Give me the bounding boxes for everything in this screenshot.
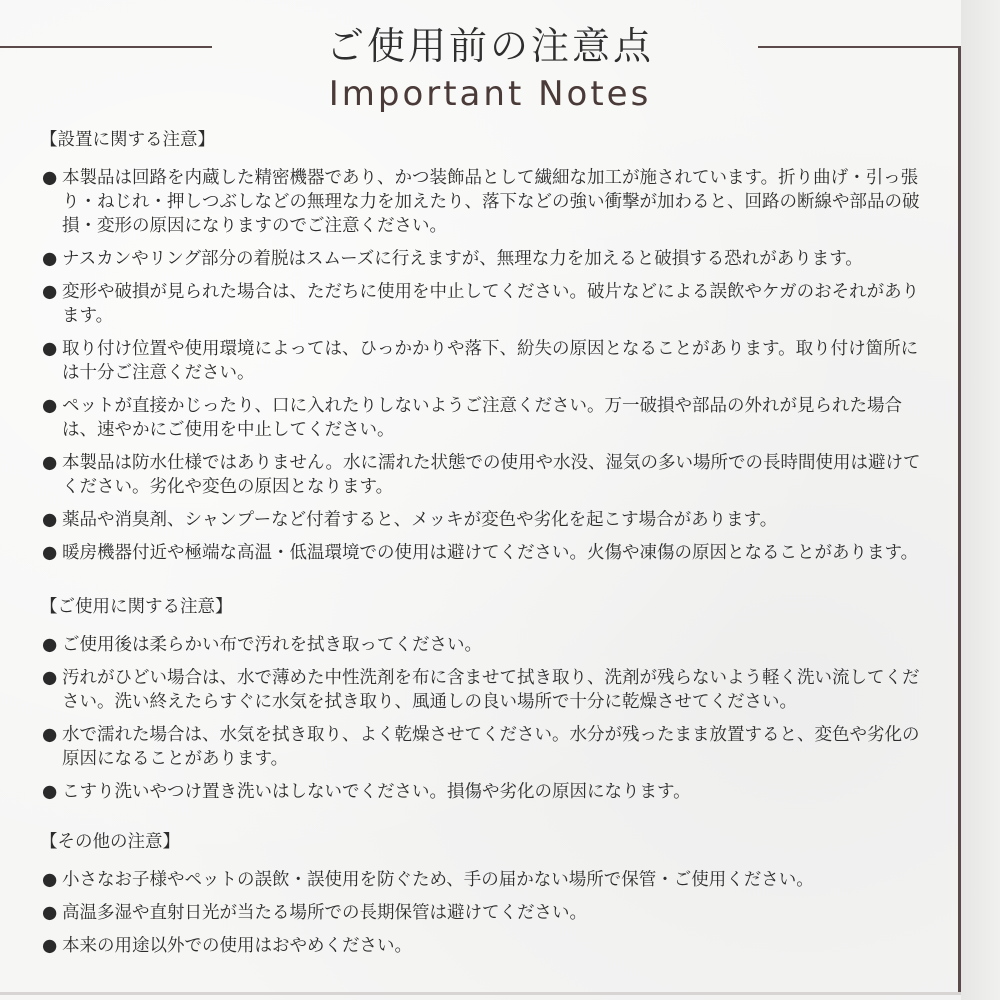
list-item [42,541,932,565]
list-item [42,451,932,499]
bullet-icon: ● [42,903,58,923]
list-item [42,633,932,657]
right-border-line [958,46,961,994]
notes-list [42,633,932,804]
section-other [42,830,932,958]
notes-content [42,128,932,984]
list-item [42,394,932,442]
list-item [42,868,932,892]
section-heading: 【ご使用に関する注意】 [40,597,233,617]
list-item [42,337,932,385]
bullet-icon: ● [42,782,58,802]
list-item [42,901,932,925]
list-item [42,666,932,714]
list-item [42,780,932,804]
list-item [42,166,932,238]
bullet-icon: ● [42,339,58,359]
bullet-icon: ● [42,668,58,688]
list-item-text: 本製品は防水仕様ではありません。水に濡れた状態での使用や水没、湿気の多い場所での長時間使用は避けてください。劣化や変色の原因となります。 [62,453,921,497]
list-item [42,280,932,328]
bullet-icon: ● [42,725,58,745]
section-installation [42,128,932,565]
right-margin-strip [961,0,1000,1000]
list-item-text: 本製品は回路を内蔵した精密機器であり、かつ装飾品として繊細な加工が施されています。折り曲げ・引っ張り・ねじれ・押しつぶしなどの無理な力を加えたり、落下などの強い衝撃が加わると、回路の断線や部品の破損・変形の原因になりますのでご注意ください。 [62,168,920,236]
bullet-icon: ● [42,282,58,302]
list-item-text: ペットが直接かじったり、口に入れたりしないようご注意ください。万一破損や部品の外れが見られた場合は、速やかにご使用を中止してください。 [62,396,902,440]
list-item-text: 変形や破損が見られた場合は、ただちに使用を中止してください。破片などによる誤飲やケガのおそれがあります。 [62,282,920,326]
list-item-text: 水で濡れた場合は、水気を拭き取り、よく乾燥させてください。水分が残ったまま放置すると、変色や劣化の原因になることがあります。 [62,725,920,769]
list-item-text: 高温多湿や直射日光が当たる場所での長期保管は避けてください。 [62,903,587,923]
list-item-text: 汚れがひどい場合は、水で薄めた中性洗剤を布に含ませて拭き取り、洗剤が残らないよう軽く洗い流してください。洗い終えたらすぐに水気を拭き取り、風通しの良い場所で十分に乾燥させてください。 [62,668,920,712]
list-item [42,247,932,271]
section-usage [42,595,932,804]
bullet-icon: ● [42,936,58,956]
list-item-text: 薬品や消臭剤、シャンプーなど付着すると、メッキが変色や劣化を起こす場合があります。 [62,510,778,530]
header-rule-right [758,46,961,48]
header-rule-left [0,46,212,48]
bullet-icon: ● [42,249,58,269]
list-item-text: こすり洗いやつけ置き洗いはしないでください。損傷や劣化の原因になります。 [62,782,691,802]
page-subtitle: Important Notes [328,74,652,114]
notes-list [42,166,932,565]
bullet-icon: ● [42,510,58,530]
page-title: ご使用前の注意点 [325,24,654,68]
list-item [42,934,932,958]
bullet-icon: ● [42,453,58,473]
list-item-text: ナスカンやリング部分の着脱はスムーズに行えますが、無理な力を加えると破損する恐れがあります。 [62,249,863,269]
bullet-icon: ● [42,543,58,563]
list-item-text: ご使用後は柔らかい布で汚れを拭き取ってください。 [62,635,482,655]
bullet-icon: ● [42,870,58,890]
section-heading: 【設置に関する注意】 [40,130,215,150]
list-item-text: 取り付け位置や使用環境によっては、ひっかかりや落下、紛失の原因となることがあります。取り付け箇所には十分ご注意ください。 [62,339,919,383]
notes-list [42,868,932,958]
bottom-border-line [0,992,961,995]
bullet-icon: ● [42,168,58,188]
bullet-icon: ● [42,635,58,655]
list-item-text: 本来の用途以外での使用はおやめください。 [62,936,412,956]
bullet-icon: ● [42,396,58,416]
list-item-text: 暖房機器付近や極端な高温・低温環境での使用は避けてください。火傷や凍傷の原因となることがあります。 [62,543,919,563]
list-item [42,508,932,532]
list-item-text: 小さなお子様やペットの誤飲・誤使用を防ぐため、手の届かない場所で保管・ご使用ください。 [62,870,814,890]
section-heading: 【その他の注意】 [40,832,180,852]
list-item [42,723,932,771]
